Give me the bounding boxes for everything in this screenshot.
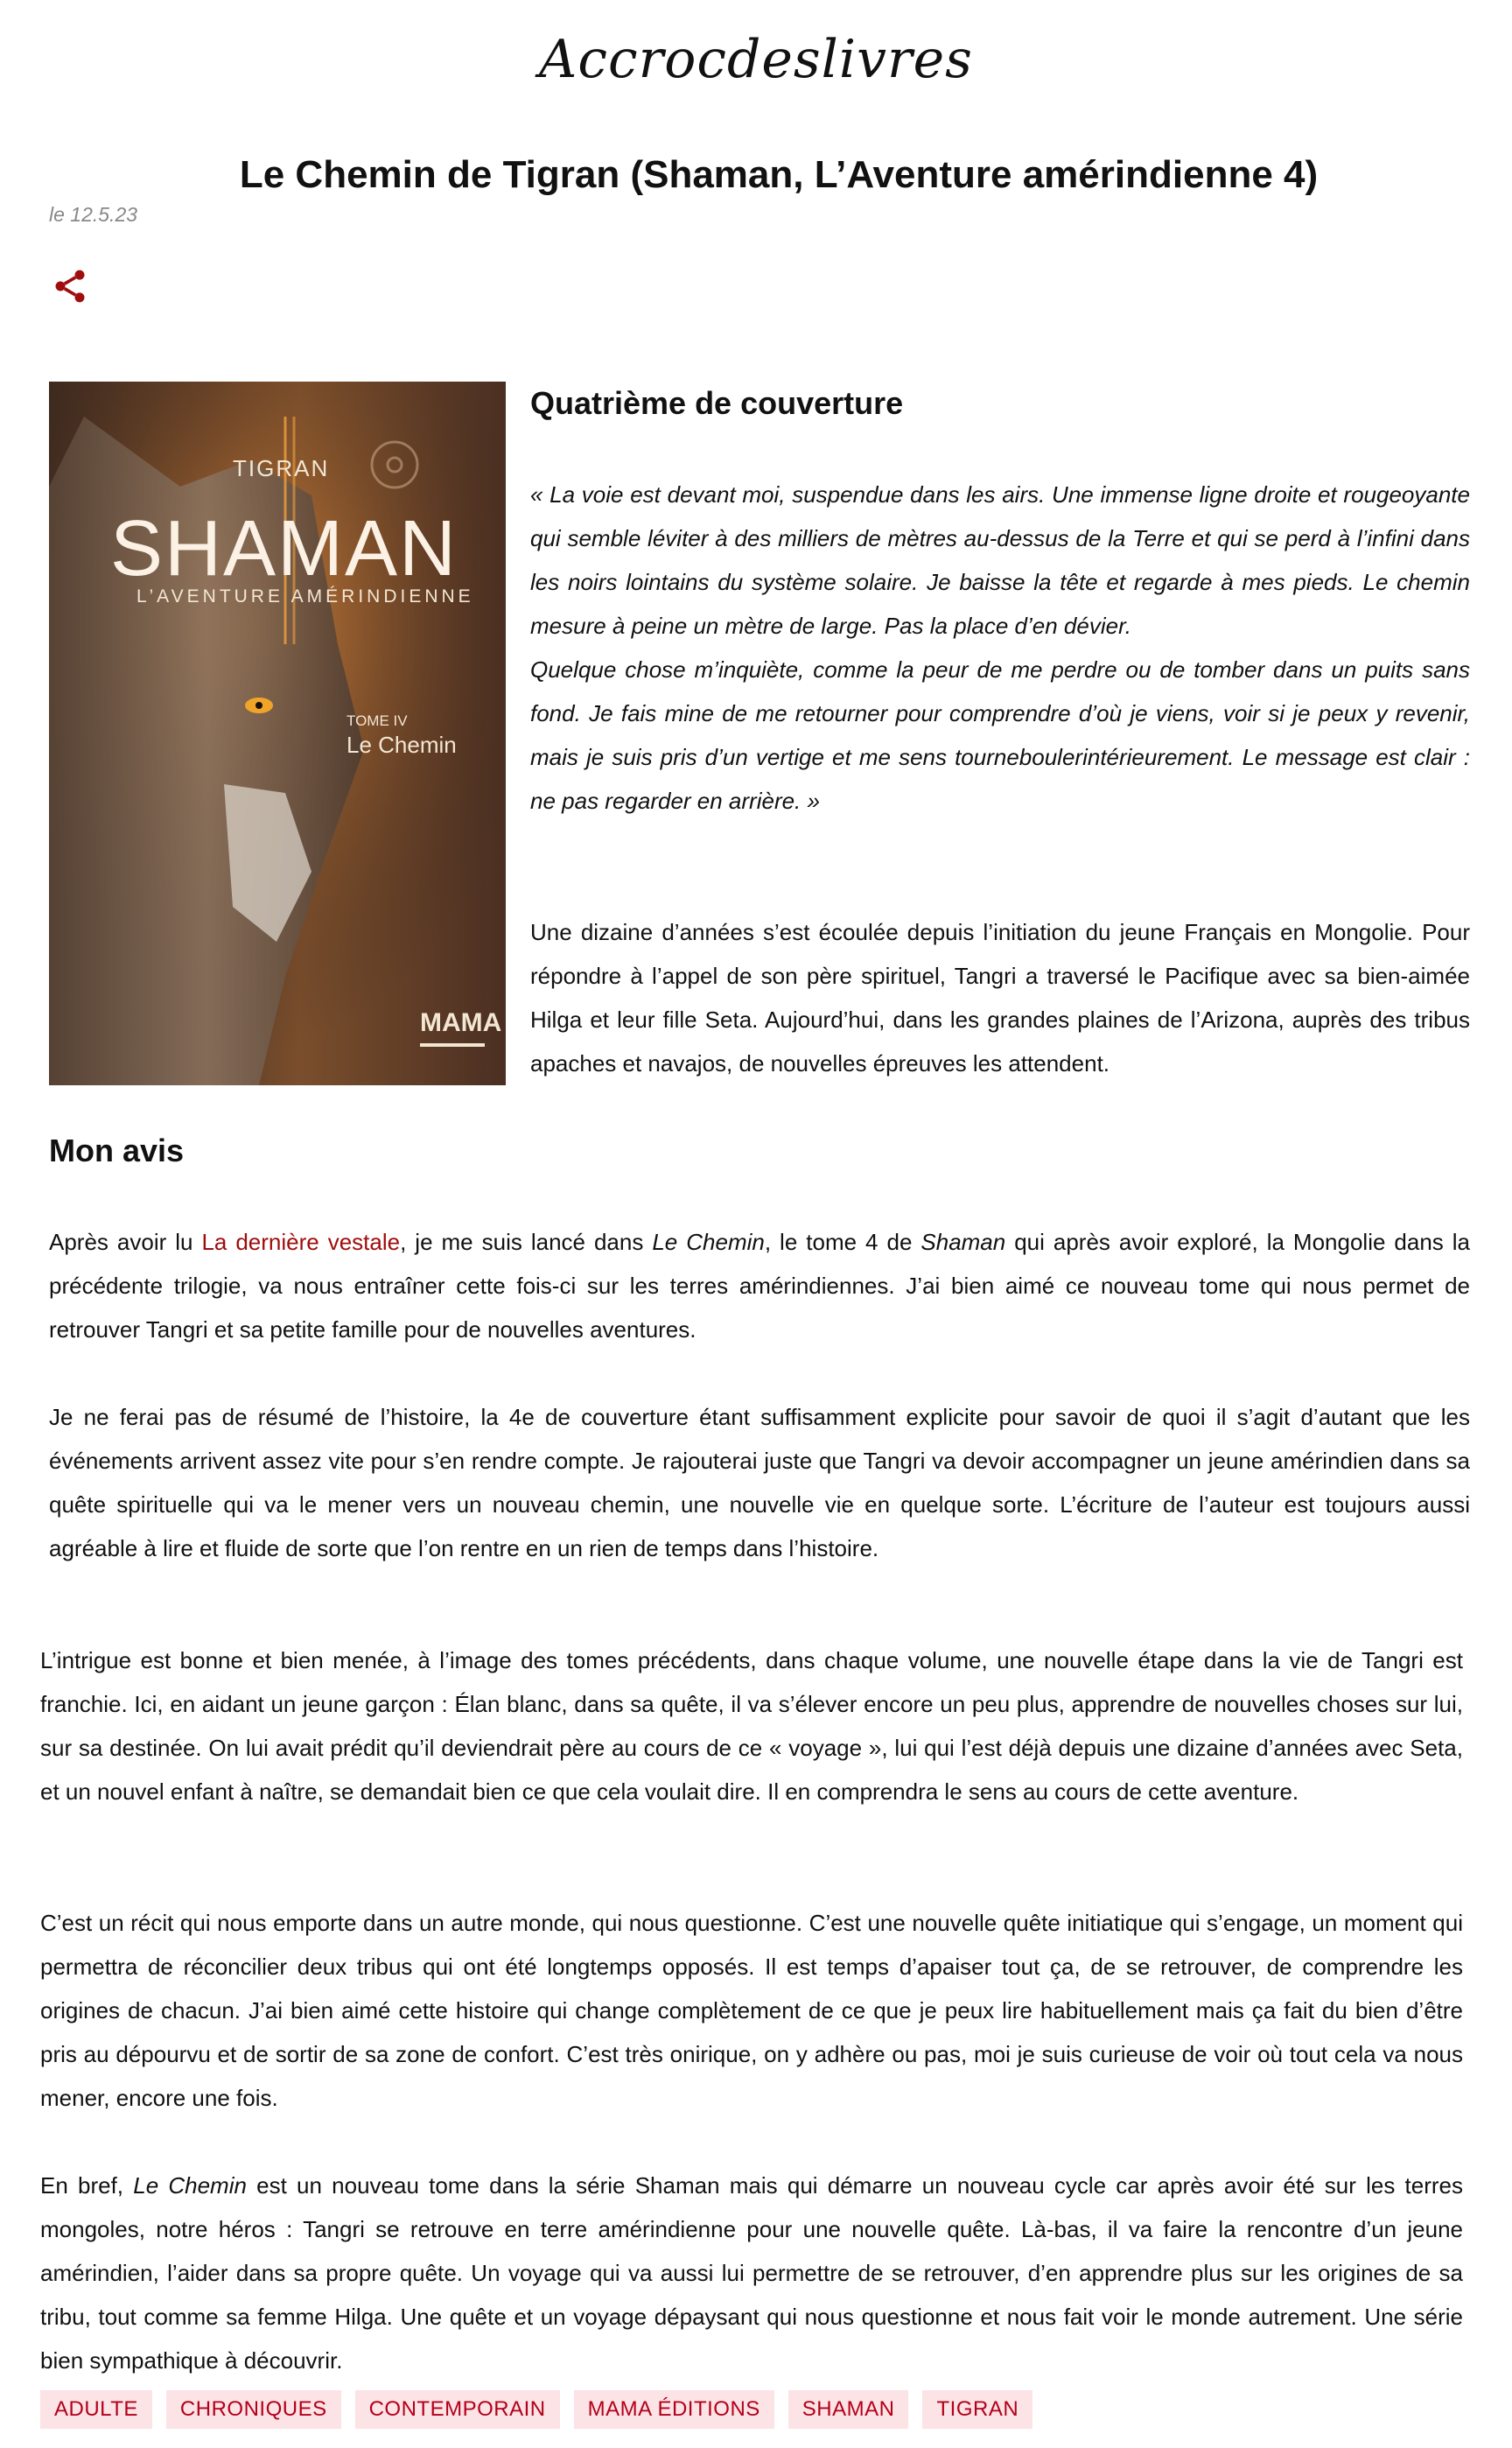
quote-part-1: « La voie est devant moi, suspendue dans les airs. Une immense ligne droite et rougeoyante qui semble léviter à des milliers de mètres au-dessus de la Terre et qui se perd à l’infini dans les noirs lointains du système solaire. Je baisse la tête et regarde à mes pieds. Le chemin mesure à peine un mètre de large. Pas la place d’en dévier.	[530, 481, 1470, 639]
back-cover-summary: Une dizaine d’années s’est écoulée depuis l’initiation du jeune Français en Mongolie. Pour répondre à l’appel de son père spirituel, Tangri a traversé le Pacifique avec sa bien-aimée Hilga et leur fille Seta. Aujourd’hui, dans les grandes plaines de l’Arizona, auprès des tribus apaches et navajos, de nouvelles épreuves les attendent.	[530, 919, 1470, 1077]
review-heading: Mon avis	[49, 1133, 185, 1168]
book-cover-image[interactable]	[49, 382, 506, 1085]
cover-series-title: SHAMAN	[110, 505, 458, 593]
tag-contemporain[interactable]: CONTEMPORAIN	[355, 2390, 560, 2429]
tag-mama-editions[interactable]: MAMA ÉDITIONS	[574, 2390, 774, 2429]
review-paragraph-3: L’intrigue est bonne et bien menée, à l’image des tomes précédents, dans chaque volume, une nouvelle étape dans la vie de Tangri est franchie. Ici, en aidant un jeune garçon : Élan blanc, dans sa quête, il va s’élever encore un peu plus, apprendre de nouvelles choses sur lui, sur sa destinée. On lui avait prédit qu’il deviendrait père au cours de ce « voyage », lui qui l’est déjà depuis une dizaine d’années avec Seta, et un nouvel enfant à naître, se demandait bien ce que cela voulait dire. Il en comprendra le sens au cours de cette aventure.	[40, 1647, 1463, 1805]
cover-author: TIGRAN	[233, 455, 330, 481]
link-la-derniere-vestale[interactable]: La dernière vestale	[201, 1229, 401, 1255]
publisher-logo	[416, 998, 502, 1059]
quote-part-2: Quelque chose m’inquiète, comme la peur de me perdre ou de tomber dans un puits sans fond. Je fais mine de me retourner pour comprendre d’où je viens, voir si je peux y revenir, mais je suis pris d’un vertige et me sens tourneboulerintérieurement. Le message est clair : ne pas regarder en arrière. »	[530, 656, 1470, 814]
tag-list	[40, 2390, 1032, 2429]
site-title[interactable]: Accrocdeslivres	[539, 29, 973, 90]
cover-tome: TOME IV	[346, 712, 408, 729]
tag-shaman[interactable]: SHAMAN	[788, 2390, 909, 2429]
review-paragraph-2: Je ne ferai pas de résumé de l’histoire, la 4e de couverture étant suffisamment explicite pour savoir de quoi il s’agit d’autant que les événements arrivent assez vite pour s’en rendre compte. Je rajouterai juste que Tangri va devoir accompagner un jeune amérindien dans sa quête spirituelle qui va le mener vers un nouveau chemin, une nouvelle vie en quelque sorte. L’écriture de l’auteur est toujours aussi agréable à lire et fluide de sorte que l’on rentre en un rien de temps dans l’histoire.	[49, 1404, 1470, 1561]
review-paragraph-5: En bref, Le Chemin est un nouveau tome dans la série Shaman mais qui démarre un nouveau cycle car après avoir été sur les terres mongoles, notre héros : Tangri se retrouve en terre amérindienne pour une nouvelle quête. Là-bas, il va faire la rencontre d’un jeune amérindien, l’aider dans sa propre quête. Un voyage qui va aussi lui permettre de se retrouver, d’en apprendre plus sur les origines de sa tribu, tout comme sa femme Hilga. Une quête et un voyage dépaysant qui nous questionne et nous fait voir le monde autrement. Une série bien sympathique à découvrir.	[40, 2172, 1463, 2374]
share-icon[interactable]	[51, 267, 89, 305]
tag-chroniques[interactable]: CHRONIQUES	[166, 2390, 341, 2429]
post-title: Le Chemin de Tigran (Shaman, L’Aventure amérindienne 4)	[239, 153, 1319, 196]
svg-text:MAMA: MAMA	[420, 1008, 502, 1037]
tag-tigran[interactable]: TIGRAN	[922, 2390, 1032, 2429]
review-paragraph-1: Après avoir lu La dernière vestale, je me suis lancé dans Le Chemin, le tome 4 de Shaman qui après avoir exploré, la Mongolie dans la précédente trilogie, va nous entraîner cette fois-ci sur les terres amérindiennes. J’ai bien aimé ce nouveau tome qui nous permet de retrouver Tangri et sa petite famille pour de nouvelles aventures.	[49, 1229, 1471, 1343]
cover-subtitle: L’AVENTURE AMÉRINDIENNE	[136, 586, 474, 607]
back-cover-heading: Quatrième de couverture	[530, 385, 904, 421]
tag-adulte[interactable]: ADULTE	[40, 2390, 152, 2429]
review-paragraph-4: C’est un récit qui nous emporte dans un autre monde, qui nous questionne. C’est une nouvelle quête initiatique qui s’engage, un moment qui permettra de réconcilier deux tribus qui ont été longtemps opposés. Il est temps d’apaiser tout ça, de se retrouver, de comprendre les origines de chacun. J’ai bien aimé cette histoire qui change complètement de ce que je peux lire habituellement mais ça fait du bien d’être pris au dépourvu et de sortir de sa zone de confort. C’est très onirique, on y adhère ou pas, moi je suis curieuse de voir où tout cela va nous mener, encore une fois.	[40, 1910, 1463, 2111]
back-cover-quote	[530, 473, 1470, 823]
post-date: le 12.5.23	[49, 203, 138, 226]
cover-book-name: Le Chemin	[346, 732, 457, 758]
